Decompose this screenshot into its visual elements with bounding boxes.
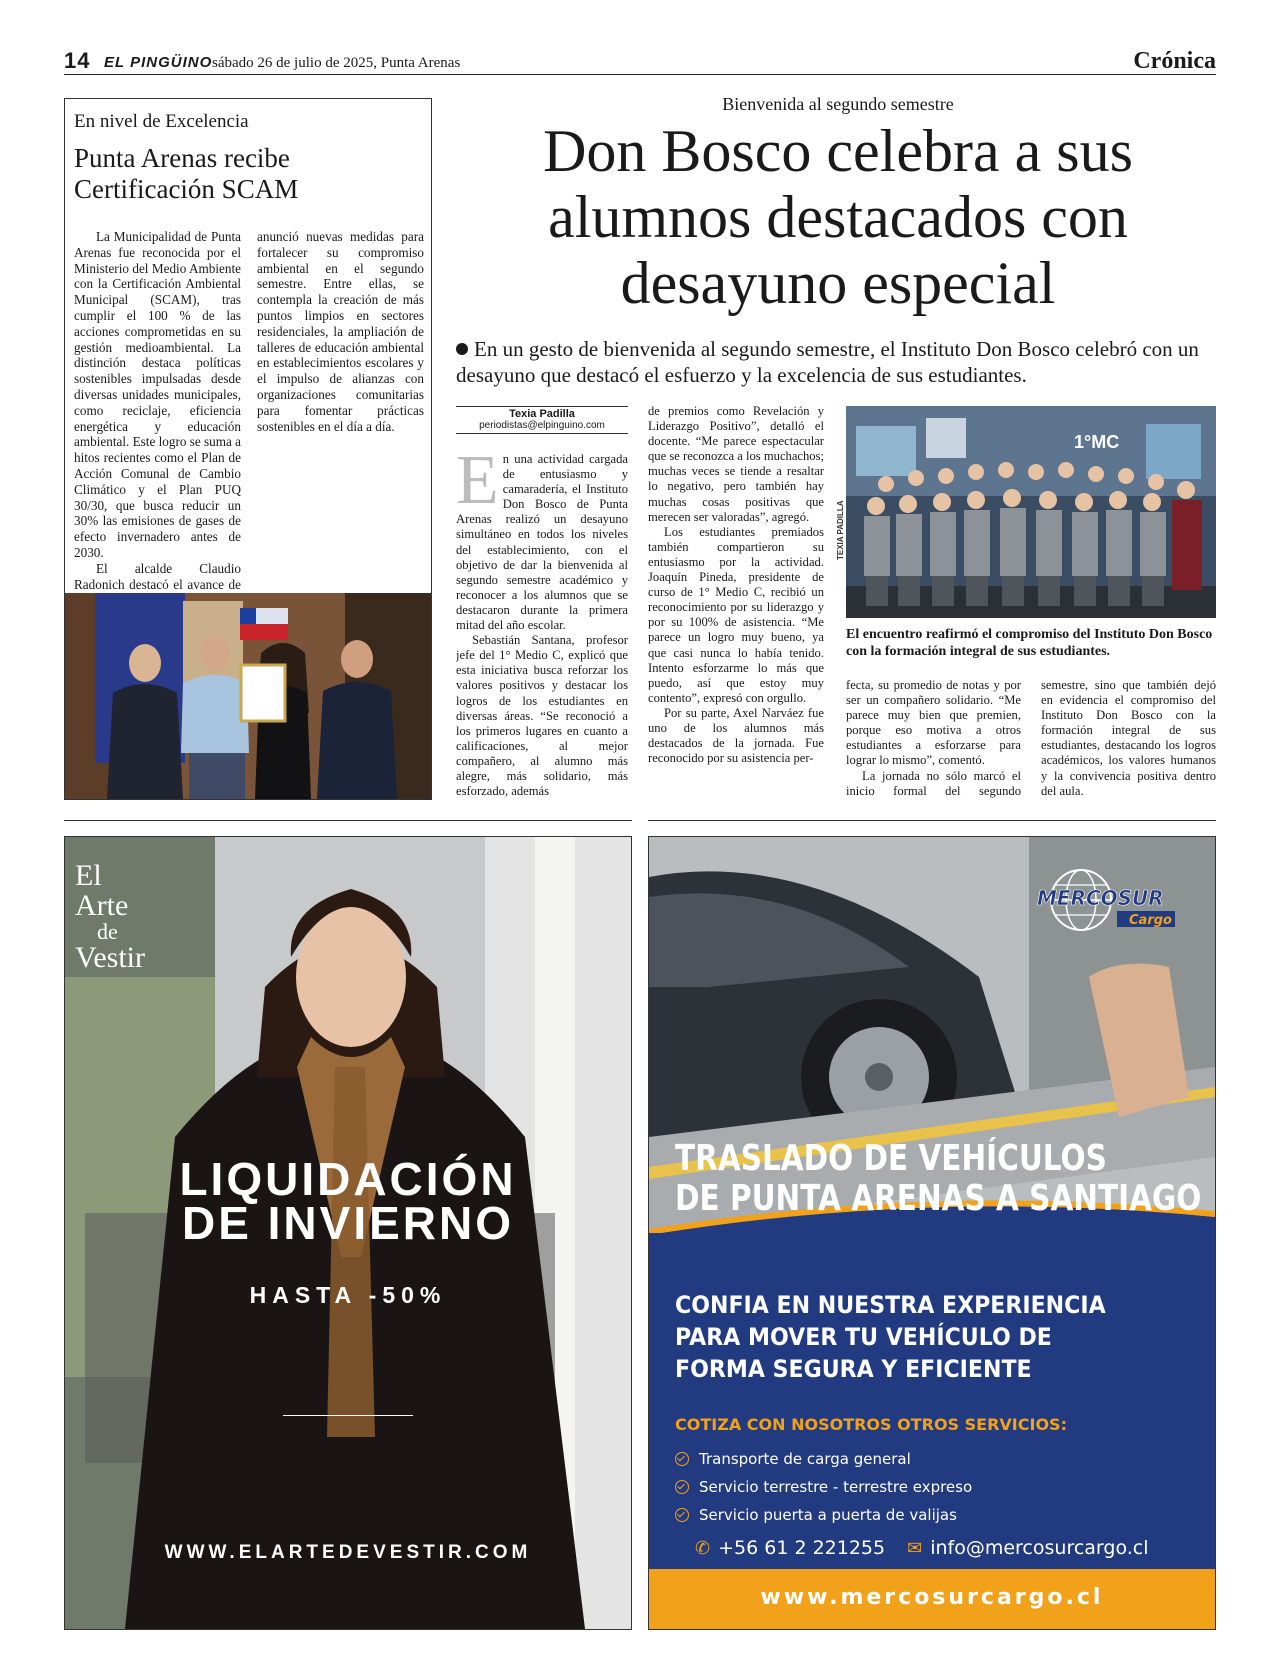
mail-icon: ✉ — [907, 1537, 923, 1559]
main-paragraph: La jornada no sólo marcó el inicio formal del segundo semestre, sino que también dejó en evidencia el compromiso del Instituto Don Bosco con la formación integral de sus estudiantes, destacando los logros académicos, los valores humanos y la convivencia positiva dentro del aula. — [846, 678, 1216, 798]
dateline: sábado 26 de julio de 2025, Punta Arenas — [212, 55, 461, 71]
section-divider — [64, 820, 632, 821]
byline — [456, 406, 628, 434]
main-paragraph: Los estudiantes premiados también compartieron su entusiasmo por la actividad. Joaquín Pineda, presidente de curso de 1° Medio C, recibió un reconocimiento por su liderazgo y por su 100% de asistencia. “Me parece un logro muy bueno, ya que casi nunca lo había tenido. Intento esforzarme lo más que puedo, así que estoy muy contento”, expresó con orgullo. — [648, 524, 824, 705]
scam-kicker: En nivel de Excelencia — [74, 111, 249, 132]
ad-phone[interactable]: +56 61 2 221255 — [718, 1537, 886, 1559]
ad-headline-line: CONFIA EN NUESTRA EXPERIENCIA — [675, 1291, 1106, 1319]
classroom-sign: 1°MC — [1074, 432, 1120, 452]
photo-caption: El encuentro reafirmó el compromiso del Instituto Don Bosco con la formación integral de sus estudiantes. — [846, 627, 1213, 659]
mercosur-brand-sub: Cargo — [1129, 913, 1172, 928]
ad-headline-line: PARA MOVER TU VEHÍCULO DE — [675, 1323, 1052, 1351]
scam-paragraph: La Municipalidad de Punta Arenas fue reconocida por el Ministerio del Medio Ambiente con la Certificación Ambiental Municipal (SCAM), tras cumplir el 100 % de las acciones comprometidas en su gestión medioambiental. La distinción destaca políticas sostenibles impulsadas desde diversas unidades municipales, como reciclaje, eficiencia energética y educación ambiental. Este logro se suma a hitos recientes como el Plan de Acción Comunal de Cambio Climático y el Plan PUQ 30/30, que busca reducir un 30% las emisiones de gases de efecto invernadero antes de 2030. — [74, 229, 241, 560]
scam-article-box — [64, 98, 432, 800]
section-divider — [648, 820, 1216, 821]
ad-website-link[interactable]: WWW.ELARTEDEVESTIR.COM — [164, 1542, 532, 1563]
ad-headline-line: FORMA SEGURA Y EFICIENTE — [675, 1355, 1032, 1383]
service-label: Servicio puerta a puerta de valijas — [699, 1506, 957, 1524]
lede-text: En un gesto de bienvenida al segundo semestre, el Instituto Don Bosco celebró con un desayuno que destacó el esfuerzo y la excelencia de sus estudiantes. — [456, 337, 1199, 387]
scam-paragraph: El alcalde Claudio Radonich destacó el avance de — [74, 560, 241, 592]
main-column-2 — [648, 404, 824, 804]
ad-service-title — [675, 1139, 1201, 1219]
service-item — [675, 1501, 972, 1529]
mercosur-brand-text: MERCOSUR — [1037, 886, 1164, 910]
ad-sale-line: DE INVIERNO — [181, 1197, 515, 1249]
ad-divider — [283, 1415, 413, 1416]
main-kicker: Bienvenida al segundo semestre — [722, 94, 954, 114]
ad-el-arte-de-vestir[interactable] — [64, 836, 632, 1630]
bullet-icon — [456, 343, 468, 355]
ad-discount: HASTA -50% — [249, 1282, 447, 1308]
service-item — [675, 1473, 972, 1501]
check-icon — [675, 1480, 689, 1494]
ad-services-list — [675, 1445, 972, 1529]
main-columns-3-4 — [846, 678, 1216, 804]
logo-text: Vestir — [75, 941, 145, 974]
ad-sale-headline — [65, 1153, 631, 1249]
scam-paragraph: anunció nuevas medidas para fortalecer su compromiso ambiental en el segundo semestre. Entre ellas, se contempla la creación de más puntos limpios en sectores residenciales, la ampliación de talleres de educación ambiental en establecimientos escolares y el impulso de alianzas con organizaciones comunitarias para fomentar prácticas sostenibles en el día a día. — [257, 229, 424, 434]
mercosur-logo — [1033, 865, 1187, 935]
check-icon — [675, 1452, 689, 1466]
ad-mercosur-cargo[interactable] — [648, 836, 1216, 1630]
ad-services-title: COTIZA CON NOSOTROS OTROS SERVICIOS: — [675, 1415, 1067, 1434]
logo-text: de — [97, 919, 118, 944]
service-label: Servicio terrestre - terrestre expreso — [699, 1478, 973, 1496]
header-divider — [64, 74, 1216, 75]
drop-cap: E — [456, 452, 499, 519]
ad-headline — [675, 1289, 1106, 1385]
scam-ceremony-photo — [65, 593, 431, 799]
ad-contact — [695, 1537, 1149, 1559]
main-lede — [456, 336, 1216, 388]
page-number: 14 — [64, 48, 91, 73]
main-headline: Don Bosco celebra a sus alumnos destacados con desayuno especial — [543, 118, 1133, 316]
main-paragraph: n una actividad cargada de entusiasmo y camaradería, el Instituto Don Bosco de Punta Arenas realizó un desayuno simultáneo en todos los niveles del establecimiento, con el objetivo de dar la bienvenida al segundo semestre académico y reconocer a los alumnos que se destacaron durante la primera mitad del año escolar. — [456, 452, 628, 633]
phone-icon: ✆ — [695, 1537, 711, 1559]
ad-website-link[interactable]: www.mercosurcargo.cl — [760, 1585, 1104, 1610]
main-paragraph: de premios como Revelación y Liderazgo Positivo”, detalló el docente. “Me parece espectacular que se reconozca a los muchachos; muchas veces se tiende a resaltar lo negativo, pero también hay muchas cosas positivas que merecen ser valoradas”, agregó. — [648, 404, 824, 524]
scam-headline: Punta Arenas recibe Certificación SCAM — [74, 143, 299, 204]
ad-arte-logo — [75, 861, 145, 973]
logo-text: El — [75, 859, 102, 892]
main-paragraph: Sebastián Santana, profesor jefe del 1° Medio C, explicó que esta iniciativa busca reforzar los valores positivos y destacar los logros de los estudiantes en diversas áreas. “Se reconoció a los primeros lugares en cuanto a calificaciones, al mejor compañero, al alumno más alegre, más solidario, más esforzado, además — [456, 633, 628, 799]
byline-author: Texia Padilla — [509, 408, 575, 420]
ad-email[interactable]: info@mercosurcargo.cl — [930, 1537, 1149, 1559]
byline-email[interactable]: periodistas@elpinguino.com — [479, 420, 605, 431]
logo-text: Arte — [75, 889, 129, 922]
photo-credit: TEXIA PADILLA — [836, 500, 845, 560]
main-paragraph: fecta, su promedio de notas y por ser un compañero solidario. “Me parece muy bien que premien, porque eso motiva a otros estudiantes a esforzarse para lograr lo mismo”, comentó. — [846, 678, 1021, 768]
ad-title-line: TRASLADO DE VEHÍCULOS — [675, 1138, 1107, 1179]
check-icon — [675, 1508, 689, 1522]
main-paragraph: Por su parte, Axel Narváez fue uno de los alumnos más destacados de la jornada. Fue reconocido por su asistencia per- — [648, 705, 824, 766]
ad-title-line: DE PUNTA ARENAS A SANTIAGO — [675, 1178, 1202, 1219]
service-item — [675, 1445, 972, 1473]
ad-sale-line: LIQUIDACIÓN — [179, 1153, 517, 1205]
section-title: Crónica — [1133, 48, 1216, 74]
main-column-1 — [456, 452, 628, 804]
service-label: Transporte de carga general — [699, 1450, 911, 1468]
students-group-photo — [846, 406, 1216, 618]
masthead-logo: EL PINGÜINO — [104, 54, 213, 71]
